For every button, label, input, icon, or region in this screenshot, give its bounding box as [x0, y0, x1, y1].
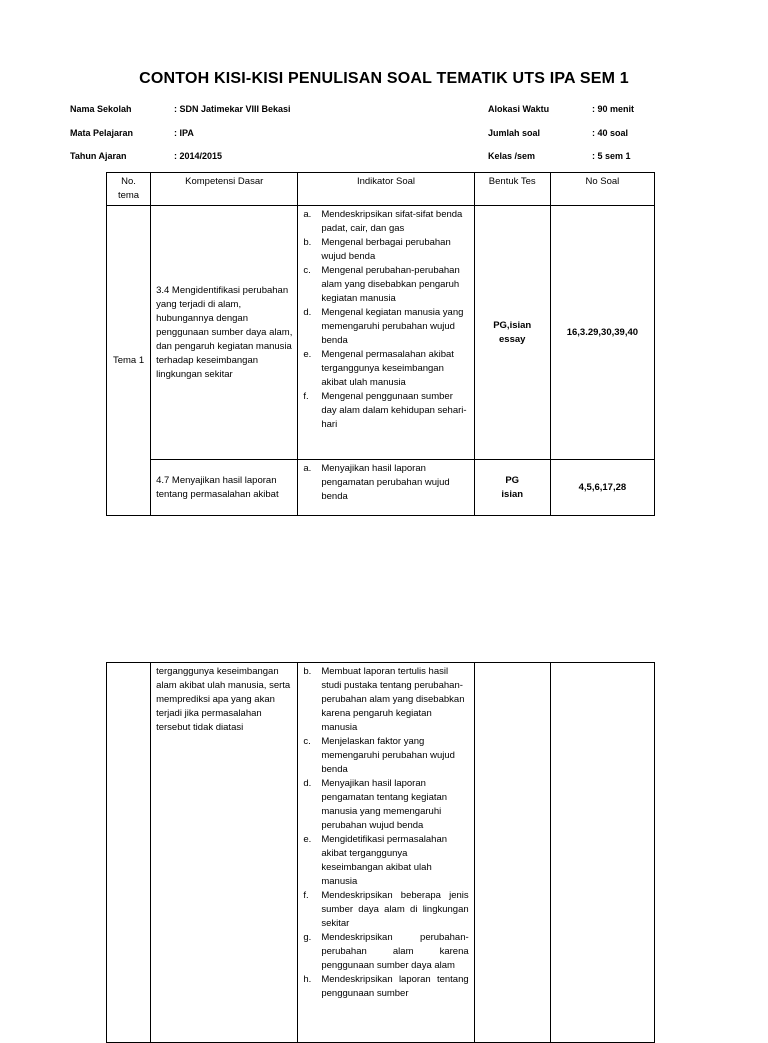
bentuk-tes-cell-empty — [474, 663, 550, 1043]
meta-value-school: : SDN Jatimekar VIII Bekasi — [174, 104, 291, 114]
indikator-text: Mendeskripsikan laporan tentang penggunaan sumber — [321, 974, 469, 999]
indikator-item — [303, 306, 468, 348]
indikator-text: Mengenal berbagai perubahan wujud benda — [321, 237, 451, 262]
indikator-cell — [298, 663, 474, 1043]
table-row — [107, 663, 655, 1043]
no-soal-cell: 16,3.29,30,39,40 — [550, 206, 654, 460]
indikator-list — [303, 462, 468, 504]
meta-label-school: Nama Sekolah — [70, 104, 132, 114]
meta-value-class: : 5 sem 1 — [592, 151, 631, 161]
indikator-text: Mengenal kegiatan manusia yang memengaruhi perubahan wujud benda — [321, 307, 464, 346]
indikator-item — [303, 208, 468, 236]
indikator-item — [303, 931, 468, 973]
indikator-item — [303, 973, 468, 1001]
indikator-text: Mengenal perubahan-perubahan alam yang disebabkan pengaruh kegiatan manusia — [321, 265, 460, 304]
indikator-marker: d. — [303, 778, 312, 789]
indikator-text: Mendeskripsikan perubahan-perubahan alam karena penggunaan sumber daya alam — [321, 932, 469, 971]
meta-value-count: : 40 soal — [592, 128, 629, 138]
indikator-marker: e. — [303, 834, 312, 845]
table-row — [107, 460, 655, 516]
bentuk-tes-line: PG — [505, 474, 520, 486]
indikator-marker: d. — [303, 307, 312, 318]
indikator-item — [303, 735, 468, 777]
kd-cell: terganggunya keseimbangan alam akibat ulah manusia, serta memprediksi apa yang akan terjadi jika permasalahan tersebut tidak diatasi — [151, 663, 298, 1043]
indikator-marker: g. — [303, 932, 312, 943]
meta-label-class: Kelas /sem — [488, 151, 536, 161]
indikator-item — [303, 833, 468, 889]
tema-cell: Tema 1 — [107, 206, 151, 516]
header-bentuk-tes: Bentuk Tes — [474, 173, 550, 206]
indikator-item — [303, 348, 468, 390]
indikator-item — [303, 777, 468, 833]
meta-label-time: Alokasi Waktu — [488, 104, 550, 114]
bentuk-tes-line: isian — [501, 488, 524, 500]
no-soal-cell: 4,5,6,17,28 — [550, 460, 654, 516]
kd-cell: 4.7 Menyajikan hasil laporan tentang permasalahan akibat — [151, 460, 298, 516]
indikator-text: Mendeskripsikan sifat-sifat benda padat, cair, dan gas — [321, 209, 463, 234]
indikator-item — [303, 264, 468, 306]
bentuk-tes-cell — [474, 460, 550, 516]
kisi-table-page-2 — [106, 662, 655, 1043]
indikator-item — [303, 390, 468, 432]
indikator-text: Membuat laporan tertulis hasil studi pustaka tentang perubahan-perubahan alam yang disebabkan karena pengaruh kegiatan manusia — [321, 666, 465, 733]
meta-label-year: Tahun Ajaran — [70, 151, 127, 161]
kisi-table-page-1 — [106, 172, 655, 516]
indikator-marker: e. — [303, 349, 312, 360]
page-title: CONTOH KISI-KISI PENULISAN SOAL TEMATIK UTS IPA SEM 1 — [139, 70, 629, 87]
header-no-tema: No. tema — [107, 173, 151, 206]
indikator-cell — [298, 460, 474, 516]
indikator-text: Menyajikan hasil laporan pengamatan perubahan wujud benda — [321, 463, 450, 502]
indikator-text: Mengidetifikasi permasalahan akibat terganggunya keseimbangan akibat ulah manusia — [321, 834, 448, 887]
table-row — [107, 206, 655, 460]
meta-label-count: Jumlah soal — [488, 128, 541, 138]
kd-cell: 3.4 Mengidentifikasi perubahan yang terjadi di alam, hubungannya dengan penggunaan sumber daya alam, dan pengaruh kegiatan manusia terhadap keseimbangan lingkungan sekitar — [151, 206, 298, 460]
header-indikator-soal: Indikator Soal — [298, 173, 474, 206]
indikator-item — [303, 462, 468, 504]
indikator-text: Mendeskripsikan beberapa jenis sumber daya alam di lingkungan sekitar — [321, 890, 469, 929]
indikator-cell — [298, 206, 474, 460]
indikator-marker: b. — [303, 237, 312, 248]
tema-cell-empty — [107, 663, 151, 1043]
bentuk-tes-cell: PG,isian essay — [474, 206, 550, 460]
indikator-item — [303, 889, 468, 931]
no-soal-cell-empty — [550, 663, 654, 1043]
indikator-marker: f. — [303, 391, 309, 402]
indikator-list — [303, 208, 468, 432]
indikator-text: Menyajikan hasil laporan pengamatan tentang kegiatan manusia yang memengaruhi perubahan wujud benda — [321, 778, 448, 831]
indikator-text: Menjelaskan faktor yang memengaruhi perubahan wujud benda — [321, 736, 455, 775]
indikator-marker: c. — [303, 736, 311, 747]
meta-value-year: : 2014/2015 — [174, 151, 223, 161]
indikator-text: Mengenal permasalahan akibat terganggunya keseimbangan akibat ulah manusia — [321, 349, 454, 388]
indikator-marker: c. — [303, 265, 311, 276]
indikator-item — [303, 236, 468, 264]
indikator-marker: f. — [303, 890, 309, 901]
indikator-marker: a. — [303, 209, 312, 220]
indikator-marker: h. — [303, 974, 312, 985]
indikator-marker: b. — [303, 666, 312, 677]
meta-label-subject: Mata Pelajaran — [70, 128, 134, 138]
header-no-soal: No Soal — [550, 173, 654, 206]
meta-value-subject: : IPA — [174, 128, 194, 138]
indikator-item — [303, 665, 468, 735]
indikator-list — [303, 665, 468, 1001]
table-header-row — [107, 173, 655, 206]
indikator-marker: a. — [303, 463, 312, 474]
header-kompetensi-dasar: Kompetensi Dasar — [151, 173, 298, 206]
indikator-text: Mengenal penggunaan sumber day alam dalam kehidupan sehari-hari — [321, 391, 467, 430]
meta-value-time: : 90 menit — [592, 104, 635, 114]
